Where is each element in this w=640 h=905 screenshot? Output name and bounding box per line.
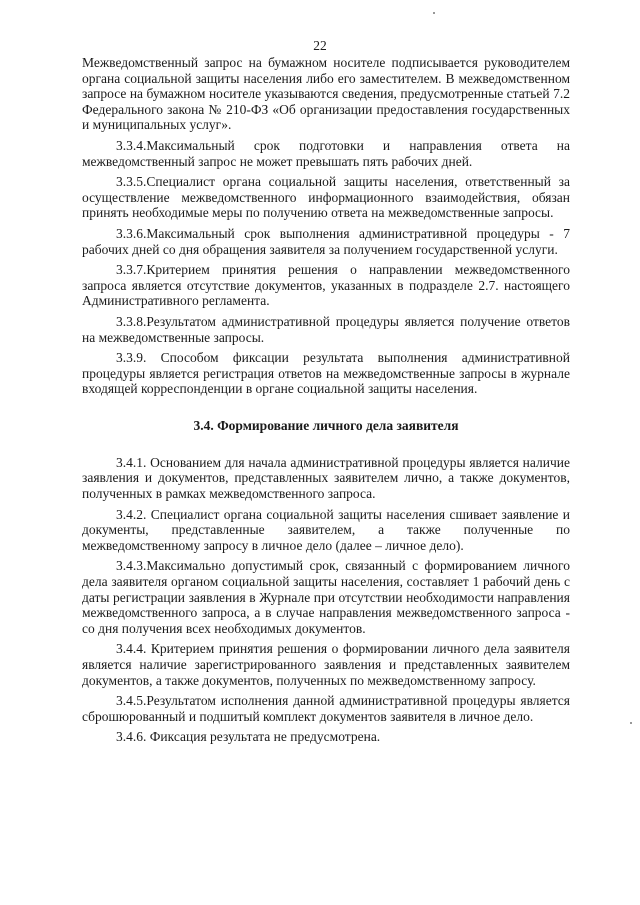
paragraph-3-3-6: 3.3.6.Максимальный срок выполнения административной процедуры - 7 рабочих дней со дня обращения заявителя за получением государственной услуги. [82,225,570,257]
paragraph-3-3-7: 3.3.7.Критерием принятия решения о направлении межведомственного запроса является отсутствие документов, указанных в подразделе 2.7. настоящего Административного регламента. [82,262,570,309]
paragraph-3-4-1: 3.4.1. Основанием для начала административной процедуры является наличие заявления и документов, представленных заявителем лично, а также документов, полученных в рамках межведомственного запроса. [82,454,570,502]
paragraph-3-3-4: 3.3.4.Максимальный срок подготовки и направления ответа на межведомственный запрос не может превышать пять рабочих дней. [82,137,570,169]
document-body [82,55,570,745]
paragraph-3-4-6: 3.4.6. Фиксация результата не предусмотрена. [116,729,381,745]
paragraph-3-4-2: 3.4.2. Специалист органа социальной защиты населения сшивает заявление и документы, представленные заявителем, а также полученные по межведомственному запросу в личное дело (далее – личное дело). [82,506,570,553]
paragraph-3-4-4: 3.4.4. Критерием принятия решения о формировании личного дела заявителя является наличие зарегистрированного заявления и представленных заявителем документов, а также документов, полученных по межведомственному запросу. [82,641,570,688]
paragraph-3-4-3: 3.4.3.Максимально допустимый срок, связанный с формированием личного дела заявителя органом социальной защиты населения, составляет 1 рабочий день с даты регистрации заявления в Журнале при отсутствии необходимости направления межведомственного запроса, а в случае направления межведомственного запроса - со дня получения всех необходимых документов. [82,558,570,636]
paragraph-3-4-5: 3.4.5.Результатом исполнения данной административной процедуры является сброшюрованный и подшитый комплект документов заявителя в личное дело. [82,693,570,724]
paragraph-3-3-5: 3.3.5.Специалист органа социальной защиты населения, ответственный за осуществление межведомственного информационного взаимодействия, обязан принять необходимые меры по получению ответа на межведомственные запросы. [82,174,570,221]
page-number: 22 [313,38,327,53]
section-heading: 3.4. Формирование личного дела заявителя [193,417,459,433]
paragraph-request-signing: Межведомственный запрос на бумажном носителе подписывается руководителем органа социальной защиты населения либо его заместителем. В межведомственном запросе на бумажном носителе указываются сведения, предусмотренные статьей 7.2 Федерального закона № 210-ФЗ «Об организации предоставления государственных и муниципальных услуг». [82,55,570,133]
paragraph-3-3-8: 3.3.8.Результатом административной процедуры является получение ответов на межведомственные запросы. [82,313,570,345]
scan-speck [630,722,632,724]
scan-speck [433,12,435,14]
paragraph-3-3-9: 3.3.9. Способом фиксации результата выполнения административной процедуры является регистрация ответов на межведомственные запросы в журнале входящей корреспонденции в органе социальной защиты населения. [82,350,570,397]
